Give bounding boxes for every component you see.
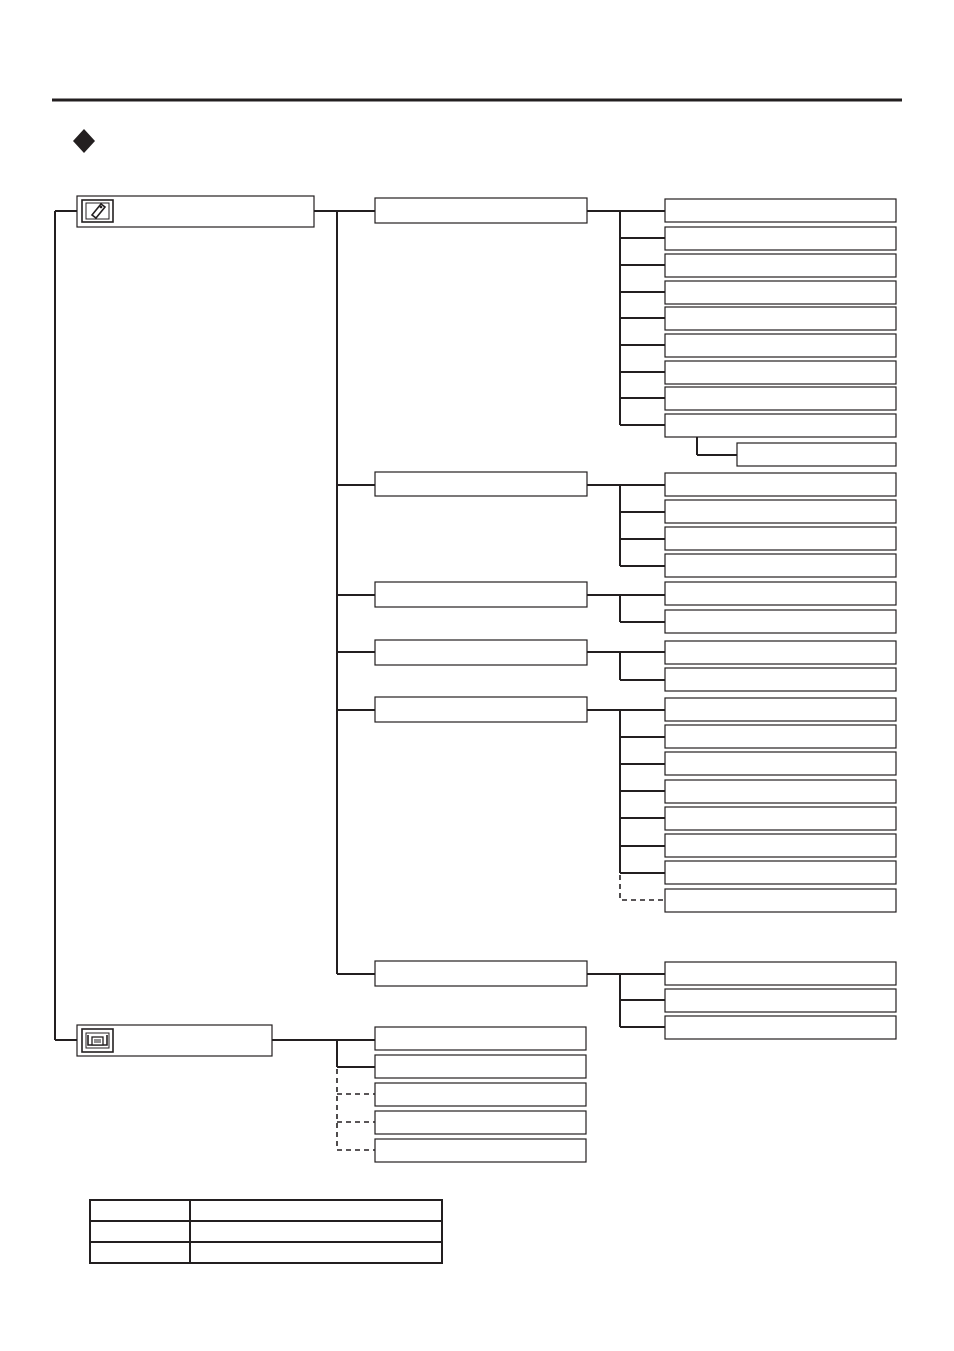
group-5-item-8-optional	[665, 889, 896, 912]
legend-table-frame	[90, 1200, 442, 1263]
group-5-item-4	[665, 780, 896, 803]
group-1-item-3	[665, 254, 896, 277]
group-3-box	[375, 582, 587, 607]
root-a-node	[77, 196, 314, 227]
menu-group-1	[375, 198, 896, 466]
group-4-box	[375, 640, 587, 665]
group-4-item-2	[665, 668, 896, 691]
group-5-item-2	[665, 725, 896, 748]
group-5-optional-connector	[620, 875, 665, 900]
menu-group-2	[375, 472, 896, 577]
menu-group-3	[375, 582, 896, 633]
group-1-sub-item	[737, 443, 896, 466]
group-2-item-3	[665, 527, 896, 550]
group-5-item-3	[665, 752, 896, 775]
group-1-item-5	[665, 307, 896, 330]
root-b-item-3-optional	[375, 1083, 586, 1106]
group-2-item-2	[665, 500, 896, 523]
group-1-item-4	[665, 281, 896, 304]
menu-group-4	[375, 640, 896, 691]
printer-icon	[82, 1029, 113, 1052]
group-1-item-8	[665, 387, 896, 410]
group-3-item-1	[665, 582, 896, 605]
root-b-connectors	[272, 1040, 375, 1150]
root-b-item-2	[375, 1055, 586, 1078]
group-2-item-1	[665, 473, 896, 496]
group-4-item-1	[665, 641, 896, 664]
legend-table	[90, 1200, 442, 1263]
group-6-box	[375, 961, 587, 986]
root-b-node	[77, 1025, 272, 1056]
root-b-item-4-optional	[375, 1111, 586, 1134]
group-1-item-2	[665, 227, 896, 250]
root-trunk	[55, 211, 77, 1040]
root-b-item-5-optional	[375, 1139, 586, 1162]
group-1-item-9	[665, 414, 896, 437]
group-5-item-1	[665, 698, 896, 721]
remote-control-icon	[82, 200, 113, 222]
group-1-box	[375, 198, 587, 223]
group-1-item-6	[665, 334, 896, 357]
group-1-item-1	[665, 199, 896, 222]
group-5-item-6	[665, 834, 896, 857]
group-6-item-2	[665, 989, 896, 1012]
group-5-box	[375, 697, 587, 722]
diamond-bullet-icon	[73, 129, 95, 153]
group-6-item-1	[665, 962, 896, 985]
group-2-item-4	[665, 554, 896, 577]
group-1-item-7	[665, 361, 896, 384]
menu-group-5	[375, 697, 896, 912]
group-2-box	[375, 472, 587, 496]
group-3-item-2	[665, 610, 896, 633]
root-a-connectors	[314, 211, 375, 974]
root-b-item-1	[375, 1027, 586, 1050]
group-5-item-7	[665, 861, 896, 884]
group-5-item-5	[665, 807, 896, 830]
group-6-item-3	[665, 1016, 896, 1039]
